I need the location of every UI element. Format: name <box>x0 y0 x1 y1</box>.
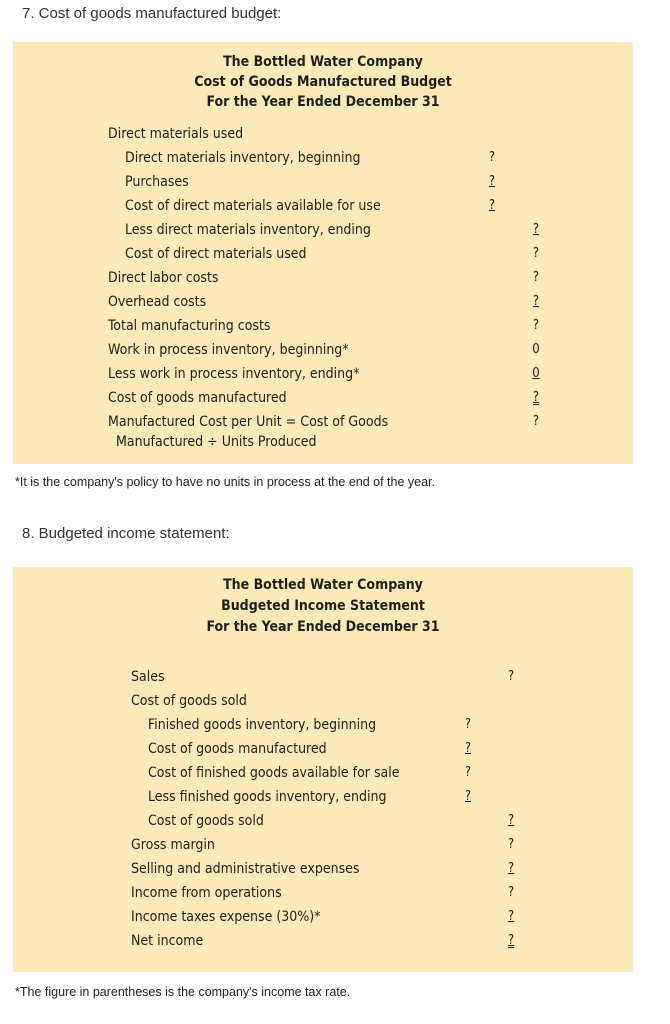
table-row <box>13 150 633 172</box>
row-label: Less direct materials inventory, ending <box>125 222 371 238</box>
row-label: Cost of direct materials used <box>125 246 307 262</box>
row-value-col2: 0 <box>532 366 540 381</box>
row-label: Cost of goods manufactured <box>108 390 287 406</box>
row-label: Net income <box>131 933 204 949</box>
table-row <box>13 861 633 883</box>
table-row <box>13 270 633 292</box>
row-label: Cost of direct materials available for use <box>125 198 381 214</box>
income-title-period: For the Year Ended December 31 <box>206 619 440 635</box>
table-row <box>13 294 633 316</box>
table-row <box>13 885 633 907</box>
row-value-col2: ? <box>532 318 540 333</box>
table-row <box>13 318 633 340</box>
table-row <box>13 126 633 148</box>
row-label: Purchases <box>125 174 189 190</box>
row-value-col2: ? <box>532 294 540 309</box>
table-row <box>13 765 633 787</box>
row-label: Selling and administrative expenses <box>131 861 360 877</box>
income-statement-panel <box>13 567 633 972</box>
table-row <box>13 414 633 436</box>
table-row <box>13 342 633 364</box>
cogm-title-statement: Cost of Goods Manufactured Budget <box>194 74 452 90</box>
row-label: Cost of goods sold <box>148 813 264 829</box>
table-row <box>13 789 633 811</box>
row-label: Cost of goods manufactured <box>148 741 327 757</box>
row-label: Gross margin <box>131 837 215 853</box>
section8-heading: 8. Budgeted income statement: <box>22 525 230 542</box>
row-value-col2: ? <box>507 885 515 900</box>
cogm-budget-panel <box>13 42 633 464</box>
row-label: Cost of goods sold <box>131 693 247 709</box>
table-row <box>13 198 633 220</box>
row-value-col1: ? <box>464 741 472 756</box>
row-label: Cost of finished goods available for sale <box>148 765 400 781</box>
row-value-col2: ? <box>532 222 540 237</box>
table-row <box>13 741 633 763</box>
row-value-col1: ? <box>464 717 472 732</box>
row-label: Less finished goods inventory, ending <box>148 789 387 805</box>
row-value-col1: ? <box>488 174 496 189</box>
row-value-col1: ? <box>488 150 496 165</box>
row-value-col1: ? <box>488 198 496 213</box>
row-label: Manufactured ÷ Units Produced <box>116 434 317 450</box>
row-value-col2: ? <box>507 933 515 948</box>
row-label: Work in process inventory, beginning* <box>108 342 349 358</box>
row-label: Overhead costs <box>108 294 207 310</box>
section7-heading: 7. Cost of goods manufactured budget: <box>22 5 282 22</box>
row-value-col2: 0 <box>532 342 540 357</box>
row-value-col2: ? <box>507 909 515 924</box>
table-row <box>13 174 633 196</box>
table-row <box>13 222 633 244</box>
row-value-col2: ? <box>507 813 515 828</box>
row-value-col1: ? <box>464 789 472 804</box>
table-row <box>13 434 633 456</box>
row-value-col2: ? <box>507 861 515 876</box>
row-label: Direct labor costs <box>108 270 219 286</box>
table-row <box>13 246 633 268</box>
table-row <box>13 813 633 835</box>
table-row <box>13 837 633 859</box>
row-label: Income from operations <box>131 885 282 901</box>
income-title-statement: Budgeted Income Statement <box>221 598 425 614</box>
row-value-col2: ? <box>532 270 540 285</box>
income-footnote: *The figure in parentheses is the company's income tax rate. <box>15 985 351 999</box>
table-row <box>13 909 633 931</box>
cogm-title-company: The Bottled Water Company <box>223 54 423 70</box>
cogm-title-period: For the Year Ended December 31 <box>206 94 440 110</box>
row-label: Total manufacturing costs <box>108 318 271 334</box>
table-row <box>13 390 633 412</box>
row-value-col2: ? <box>532 390 540 405</box>
row-label: Less work in process inventory, ending* <box>108 366 360 382</box>
row-label: Income taxes expense (30%)* <box>131 909 321 925</box>
row-label: Sales <box>131 669 165 685</box>
table-row <box>13 366 633 388</box>
table-row <box>13 933 633 955</box>
row-value-col2: ? <box>507 669 515 684</box>
cogm-footnote: *It is the company's policy to have no units in process at the end of the year. <box>15 475 435 489</box>
row-value-col2: ? <box>507 837 515 852</box>
row-value-col2: ? <box>532 246 540 261</box>
row-value-col1: ? <box>464 765 472 780</box>
row-label: Direct materials used <box>108 126 244 142</box>
table-row <box>13 717 633 739</box>
table-row <box>13 669 633 691</box>
row-label: Finished goods inventory, beginning <box>148 717 377 733</box>
table-row <box>13 693 633 715</box>
income-title-company: The Bottled Water Company <box>223 577 423 593</box>
row-value-col2: ? <box>532 414 540 429</box>
row-label: Manufactured Cost per Unit = Cost of Goods <box>108 414 389 430</box>
row-label: Direct materials inventory, beginning <box>125 150 361 166</box>
